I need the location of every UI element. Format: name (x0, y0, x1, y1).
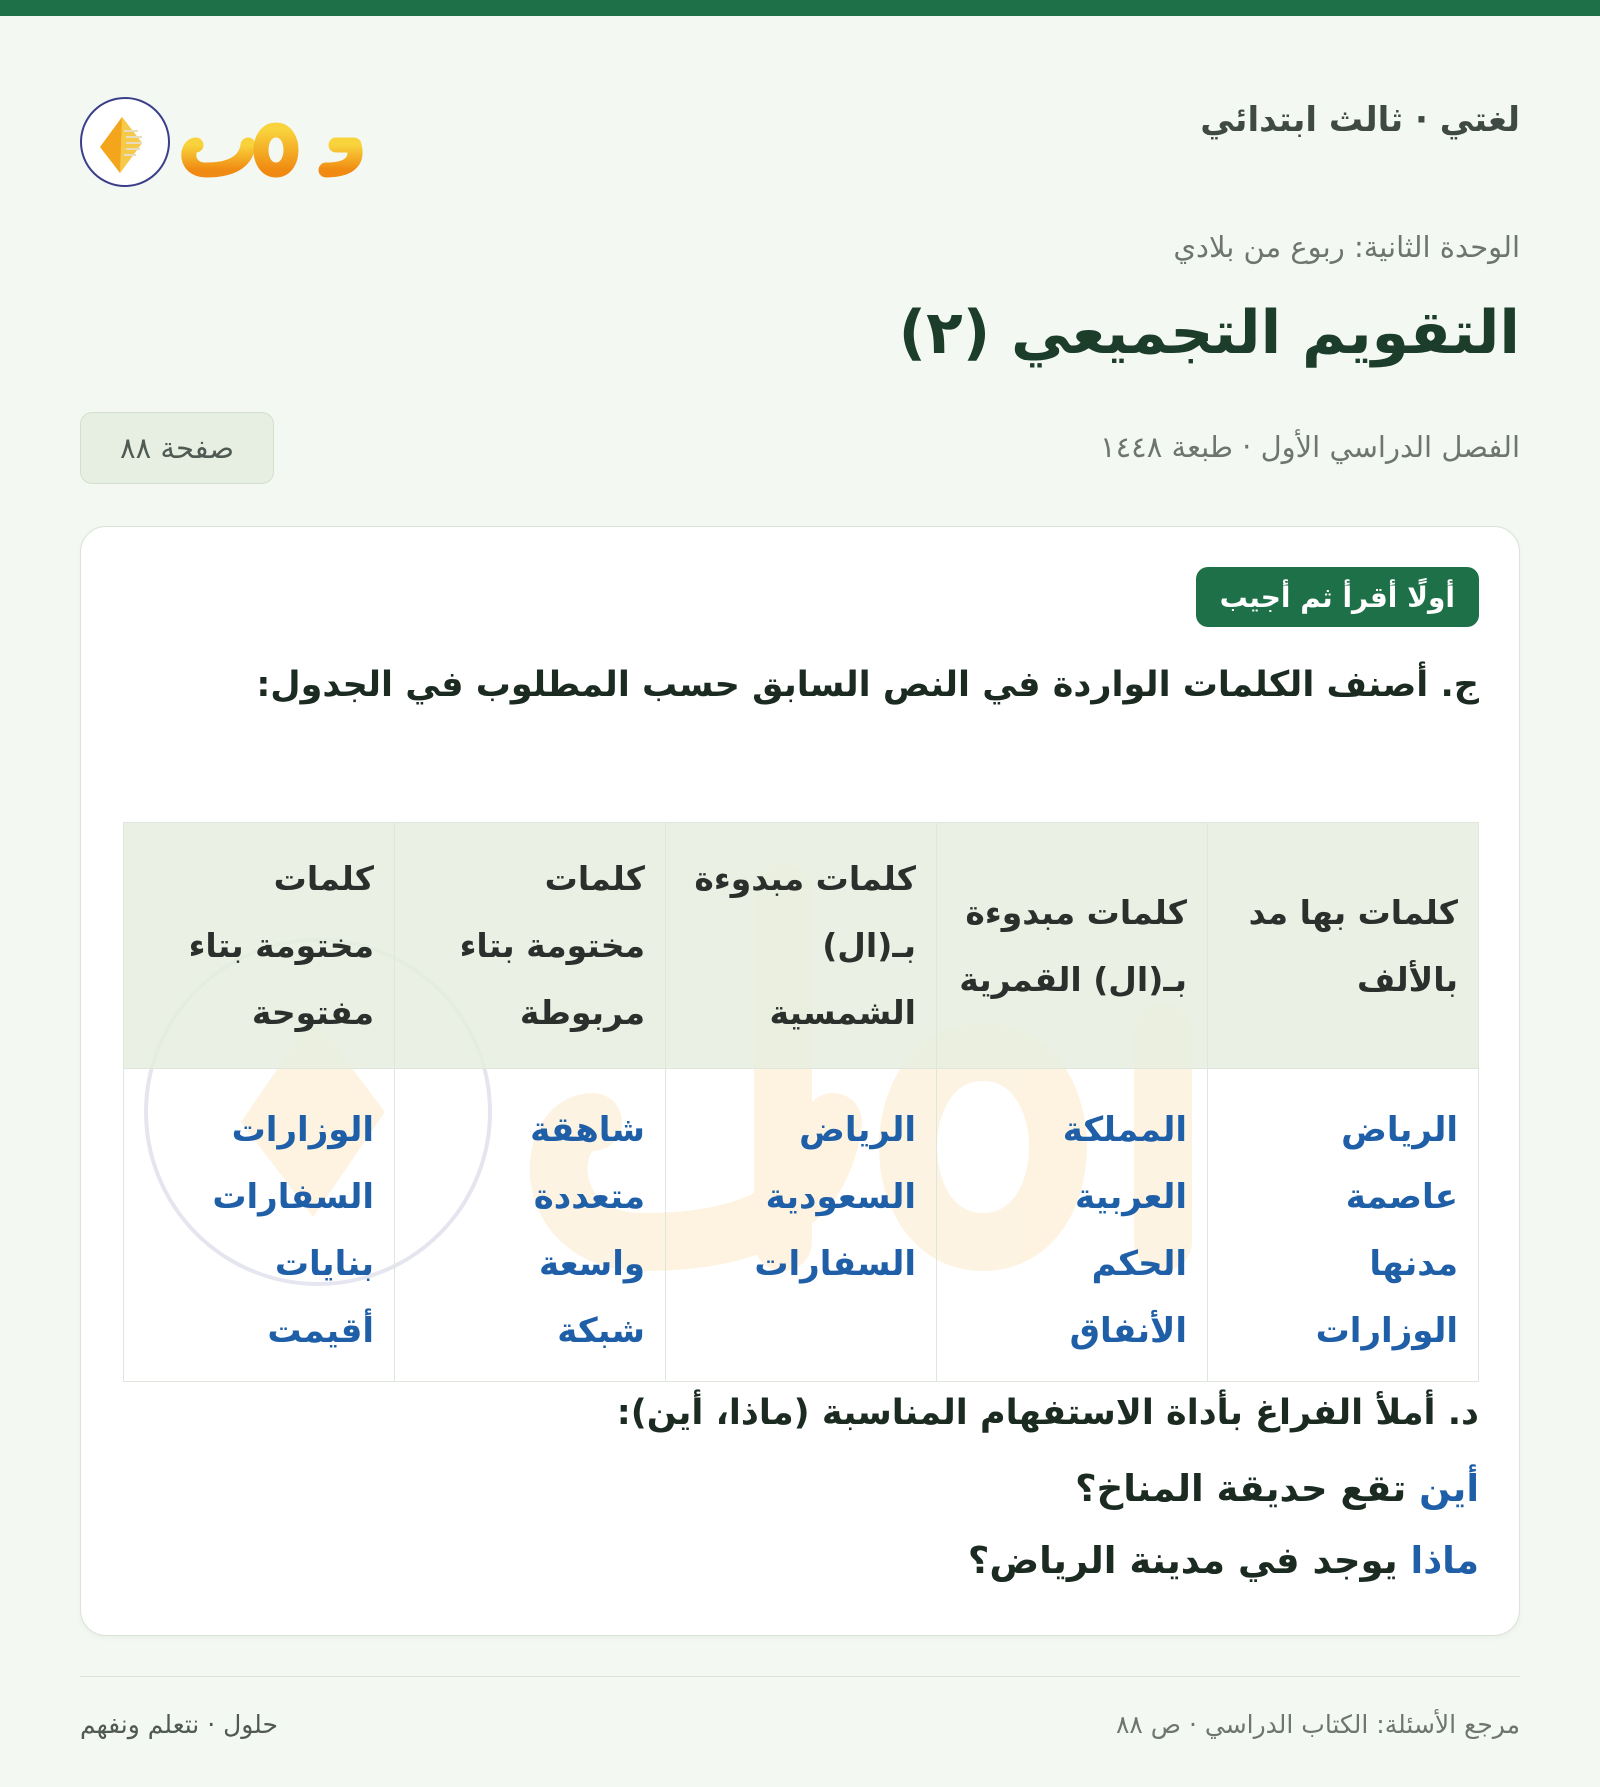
question-tool-answer: ماذا (1410, 1539, 1479, 1582)
classification-table-wrap (123, 822, 1479, 1382)
question-sentence: يوجد في مدينة الرياض؟ (967, 1539, 1398, 1582)
question-sentence: تقع حديقة المناخ؟ (1075, 1467, 1407, 1510)
answer-word: عاصمة (1345, 1177, 1458, 1217)
logo-wordmark (176, 70, 366, 190)
section-label: أولًا أقرأ ثم أجيب (1196, 567, 1479, 627)
table-cell (666, 1069, 937, 1382)
top-accent-bar (0, 0, 1600, 16)
answer-word: الرياض (799, 1110, 916, 1150)
answer-word: الرياض (1341, 1110, 1458, 1150)
answer-word: السعودية (765, 1177, 916, 1217)
answer-word: الأنفاق (1069, 1311, 1187, 1351)
footer-brand: حلول · نتعلم ونفهم (80, 1710, 278, 1739)
table-row (124, 1069, 1479, 1382)
table-header-cell: كلمات مختومة بتاء مفتوحة (124, 823, 395, 1069)
answer-word: متعددة (533, 1177, 645, 1217)
answer-line-1 (1075, 1467, 1479, 1510)
answer-word: شاهقة (530, 1110, 645, 1150)
answer-word: مدنها (1369, 1244, 1458, 1284)
exercise-card (80, 526, 1520, 1636)
term-info: الفصل الدراسي الأول · طبعة ١٤٤٨ (1100, 430, 1520, 464)
page-header (80, 60, 1520, 190)
question-d: د. أملأ الفراغ بأداة الاستفهام المناسبة (ماذا، أين): (616, 1393, 1479, 1433)
answer-word: العربية (1074, 1177, 1187, 1217)
table-header-cell: كلمات مبدوءة بـ(ال) الشمسية (666, 823, 937, 1069)
answer-line-2 (968, 1539, 1479, 1582)
answer-word: واسعة (538, 1244, 645, 1284)
lesson-title: التقويم التجميعي (٢) (898, 298, 1520, 368)
answer-word: المملكة (1062, 1110, 1187, 1150)
table-header-cell: كلمات بها مد بالألف (1208, 823, 1479, 1069)
answer-word: السفارات (754, 1244, 916, 1284)
answer-word: شبكة (557, 1311, 645, 1351)
footer-divider (80, 1676, 1520, 1677)
answer-word: بنايات (274, 1244, 374, 1284)
answer-word: الوزارات (1315, 1311, 1458, 1351)
unit-label: الوحدة الثانية: ربوع من بلادي (1173, 230, 1520, 264)
table-cell (937, 1069, 1208, 1382)
answer-word: الوزارات (231, 1110, 374, 1150)
brand-logo[interactable] (80, 70, 370, 190)
table-cell (395, 1069, 666, 1382)
table-header-cell: كلمات مختومة بتاء مربوطة (395, 823, 666, 1069)
question-c: ج. أصنف الكلمات الواردة في النص السابق حسب المطلوب في الجدول: (256, 665, 1479, 705)
footer-reference: مرجع الأسئلة: الكتاب الدراسي · ص ٨٨ (1115, 1710, 1520, 1739)
subject-title: لغتي · ثالث ابتدائي (1200, 100, 1520, 140)
classification-table (123, 822, 1479, 1382)
table-header-row (124, 823, 1479, 1069)
question-tool-answer: أين (1419, 1467, 1479, 1510)
table-header-cell: كلمات مبدوءة بـ(ال) القمرية (937, 823, 1208, 1069)
page-badge: صفحة ٨٨ (80, 412, 274, 484)
answer-word: أقيمت (267, 1311, 374, 1351)
table-cell (124, 1069, 395, 1382)
answer-word: السفارات (212, 1177, 374, 1217)
table-cell (1208, 1069, 1479, 1382)
book-icon (80, 97, 170, 187)
answer-word: الحكم (1091, 1244, 1187, 1284)
